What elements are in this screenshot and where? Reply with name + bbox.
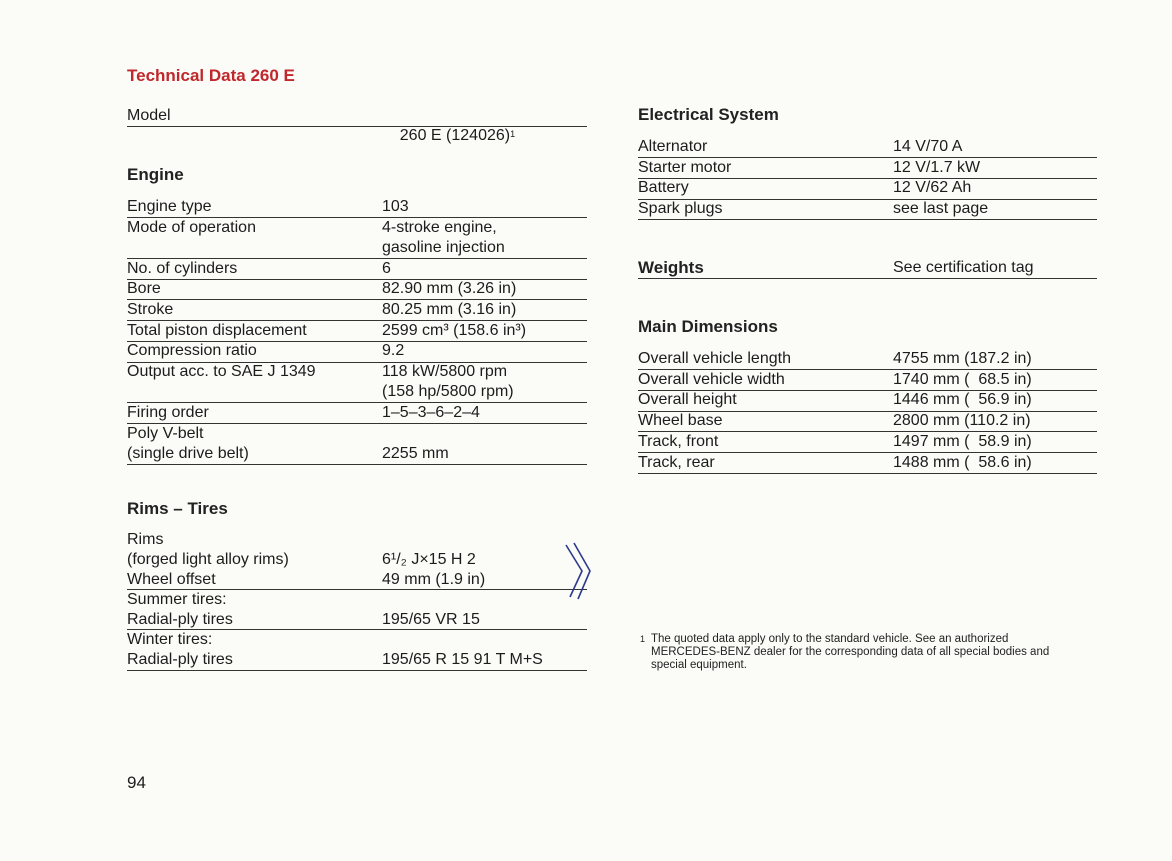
dimensions-row: [638, 390, 1097, 411]
row-value: 12 V/62 Ah: [893, 179, 972, 197]
row-label: Mode of operation: [127, 218, 256, 236]
weights-heading: Weights: [638, 258, 704, 277]
row-value: 2255 mm: [382, 444, 449, 462]
row-label: Poly V-belt (single drive belt): [127, 424, 249, 462]
row-value: 195/65 VR 15: [382, 610, 480, 628]
row-value: 2800 mm (110.2 in): [893, 412, 1031, 430]
row-value: 1446 mm ( 56.9 in): [893, 391, 1032, 409]
rims-tires-row: [127, 590, 587, 631]
electrical-heading: Electrical System: [638, 105, 779, 124]
row-label: Battery: [638, 179, 689, 197]
row-label: Overall vehicle length: [638, 350, 791, 367]
engine-row: [127, 341, 587, 362]
engine-row: [127, 300, 587, 321]
row-label: No. of cylinders: [127, 259, 238, 277]
rims-tires-heading: Rims – Tires: [127, 499, 228, 518]
row-label: Track, front: [638, 432, 719, 450]
row-label: Summer tires: Radial-ply tires: [127, 590, 233, 628]
row-label: Overall vehicle width: [638, 370, 785, 388]
dimensions-row: [638, 432, 1097, 453]
engine-row: [127, 279, 587, 300]
model-footnote-ref: 1: [510, 129, 516, 139]
row-value: 4755 mm (187.2 in): [893, 350, 1032, 367]
row-label: Firing order: [127, 404, 209, 421]
dimensions-row: [638, 349, 1097, 370]
row-label: Alternator: [638, 138, 708, 155]
row-value: 6¹/₂ J×15 H 2 49 mm (1.9 in): [382, 550, 486, 588]
row-label: Winter tires: Radial-ply tires: [127, 631, 233, 668]
row-value: 1740 mm ( 68.5 in): [893, 370, 1032, 388]
row-value: 9.2: [382, 342, 405, 360]
engine-row: [127, 362, 587, 403]
row-value: 118 kW/5800 rpm (158 hp/5800 rpm): [382, 363, 514, 401]
engine-row: [127, 321, 587, 342]
row-value: see last page: [893, 200, 989, 218]
weights-value: See certification tag: [893, 259, 1034, 276]
dimensions-row: [638, 453, 1097, 474]
page-number: 94: [127, 773, 146, 792]
chevron-mark-icon: [560, 541, 600, 601]
row-label: Compression ratio: [127, 342, 257, 360]
row-value: 14 V/70 A: [893, 138, 963, 155]
engine-row: [127, 259, 587, 280]
electrical-row: [638, 178, 1097, 199]
model-value: 260 E (124026): [399, 127, 511, 144]
row-label: Starter motor: [638, 158, 732, 176]
engine-row: [127, 403, 587, 424]
row-value: 82.90 mm (3.26 in): [382, 280, 517, 298]
row-label: Spark plugs: [638, 200, 723, 218]
electrical-row: [638, 158, 1097, 179]
dimensions-heading: Main Dimensions: [638, 317, 778, 336]
row-label: Rims (forged light alloy rims) Wheel offset: [127, 531, 289, 588]
row-label: Engine type: [127, 198, 212, 215]
engine-heading: Engine: [127, 165, 184, 184]
row-label: Stroke: [127, 301, 174, 318]
dimensions-row: [638, 370, 1097, 391]
footnote-text: The quoted data apply only to the standard vehicle. See an authorized MERCEDES-BENZ dealer for the corresponding data of all special bodies and special equipment.: [651, 633, 1050, 671]
model-row: [127, 106, 587, 144]
dimensions-row: [638, 411, 1097, 432]
row-value: 80.25 mm (3.16 in): [382, 301, 517, 318]
engine-row: [127, 197, 587, 218]
model-label: Model: [127, 107, 171, 124]
engine-row: [127, 218, 587, 259]
row-label: Output acc. to SAE J 1349: [127, 363, 316, 381]
electrical-row: [638, 199, 1097, 220]
row-value: 12 V/1.7 kW: [893, 158, 981, 176]
footnote-mark: 1: [640, 634, 646, 644]
row-value: 1497 mm ( 58.9 in): [893, 432, 1032, 450]
row-label: Bore: [127, 280, 161, 298]
weights-row: [638, 258, 1097, 279]
engine-row: [127, 424, 587, 465]
row-label: Overall height: [638, 391, 737, 409]
row-value: 4-stroke engine, gasoline injection: [382, 218, 505, 256]
row-label: Wheel base: [638, 412, 723, 430]
row-value: 6: [382, 259, 391, 277]
row-value: 103: [382, 198, 409, 215]
row-value: 195/65 R 15 91 T M+S: [382, 650, 543, 668]
rims-tires-row: [127, 530, 587, 590]
row-value: 2599 cm³ (158.6 in³): [382, 321, 527, 339]
row-label: Total piston displacement: [127, 321, 307, 339]
row-label: Track, rear: [638, 453, 715, 471]
page-title: Technical Data 260 E: [127, 66, 295, 85]
electrical-row: [638, 137, 1097, 158]
row-value: 1–5–3–6–2–4: [382, 404, 480, 421]
rims-tires-row: [127, 630, 587, 671]
row-value: 1488 mm ( 58.6 in): [893, 453, 1032, 471]
